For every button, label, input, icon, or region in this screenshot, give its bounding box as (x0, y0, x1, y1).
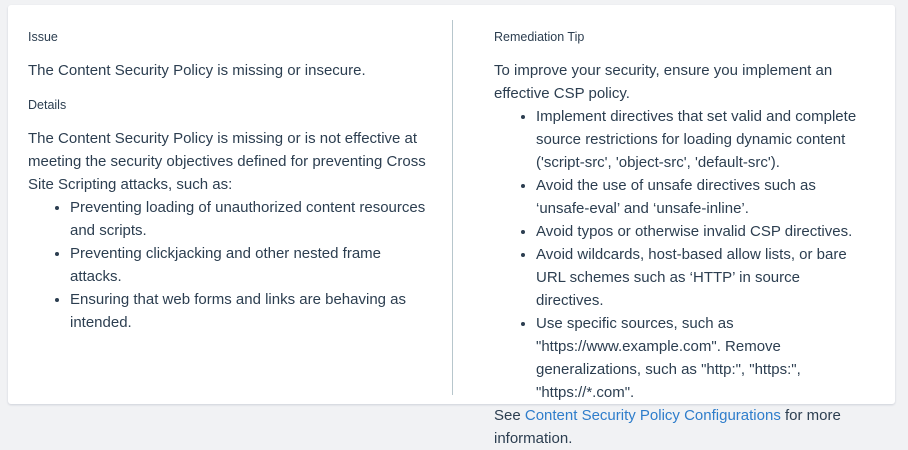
remediation-bullet-list (494, 105, 870, 404)
remediation-intro-text: To improve your security, ensure you implement an effective CSP policy. (494, 62, 833, 102)
issue-details-card (8, 5, 895, 447)
issue-panel (8, 5, 452, 404)
see-more-suffix: for more information. (494, 407, 841, 447)
remediation-bullet: • Implement directives that set valid and complete source restrictions for loading dynamic content ('script-src', 'object-src', 'default-src'). (536, 105, 870, 174)
issue-label: Issue (28, 30, 58, 44)
csp-configurations-link[interactable]: Content Security Policy Configurations (524, 407, 781, 424)
details-bullet-list (28, 196, 430, 334)
details-bullet: • Preventing clickjacking and other nested frame attacks. (70, 242, 430, 288)
remediation-bullet: • Avoid typos or otherwise invalid CSP directives. (536, 220, 870, 243)
see-more-text (494, 404, 870, 450)
remediation-bullet: • Avoid the use of unsafe directives such as ‘unsafe-eval’ and ‘unsafe-inline’. (536, 174, 870, 220)
details-bullet: • Preventing loading of unauthorized content resources and scripts. (70, 196, 430, 242)
details-text: The Content Security Policy is missing or is not effective at meeting the security objectives defined for preventing Cross Site Scripting attacks, such as: (28, 130, 426, 193)
remediation-bullet: • Use specific sources, such as "https://www.example.com". Remove generalizations, such as "http:", "https:", "https://*.com". (536, 312, 870, 404)
details-bullet: • Ensuring that web forms and links are behaving as intended. (70, 288, 430, 334)
remediation-tip-label: Remediation Tip (494, 30, 585, 44)
remediation-panel (453, 5, 895, 447)
see-more-prefix: See (494, 407, 525, 424)
issue-text: The Content Security Policy is missing or insecure. (28, 62, 366, 79)
details-label: Details (28, 98, 67, 112)
remediation-bullet: • Avoid wildcards, host-based allow lists, or bare URL schemes such as ‘HTTP’ in source directives. (536, 243, 870, 312)
